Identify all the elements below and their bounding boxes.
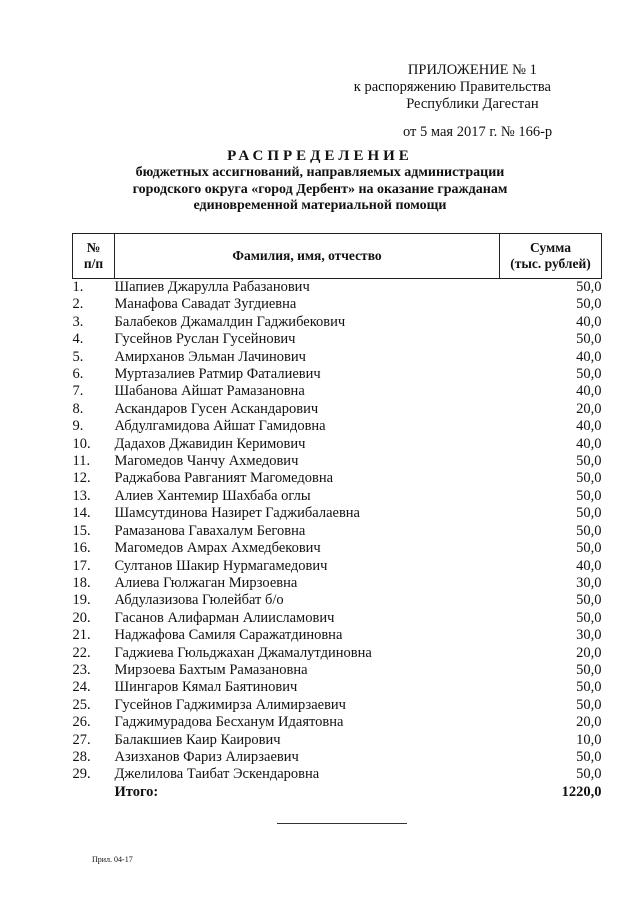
order-reference: от 5 мая 2017 г. № 166-р	[403, 124, 553, 140]
table-row	[73, 401, 602, 418]
table-row	[73, 523, 602, 540]
row-number: 10.	[72, 435, 91, 452]
subtitle-line3: единовременной материальной помощи	[193, 198, 447, 213]
row-name: Раджабова Равганият Магомедовна	[114, 470, 334, 487]
document-subtitle	[0, 165, 640, 215]
row-sum: 50,0	[576, 279, 602, 295]
row-sum: 50,0	[576, 470, 602, 487]
row-name: Шапиев Джарулла Рабазанович	[114, 279, 310, 295]
appendix-line3: Республики Дагестан	[406, 96, 539, 112]
row-sum: 50,0	[576, 766, 602, 783]
row-sum: 50,0	[576, 679, 602, 696]
header-name: Фамилия, имя, отчество	[115, 234, 500, 279]
row-name: Манафова Савадат Зугдиевна	[114, 296, 297, 313]
row-number: 16.	[72, 540, 91, 557]
row-name: Алиев Хантемир Шахбаба оглы	[114, 487, 311, 504]
row-name: Абдулгамидова Айшат Гамидовна	[114, 418, 326, 435]
table-body	[73, 279, 602, 784]
row-sum: 40,0	[576, 418, 602, 435]
total-empty-cell	[73, 784, 115, 801]
row-number: 5.	[72, 348, 84, 365]
row-sum: 50,0	[576, 487, 602, 504]
row-sum: 40,0	[576, 557, 602, 574]
row-name: Балабеков Джамалдин Гаджибекович	[114, 313, 346, 330]
header-number-symbol: №	[86, 240, 101, 255]
row-name: Рамазанова Гавахалум Беговна	[114, 522, 306, 539]
allocation-table	[72, 233, 602, 801]
row-sum: 50,0	[576, 540, 602, 557]
row-sum: 30,0	[576, 574, 602, 591]
table-row	[73, 679, 602, 696]
row-number: 11.	[72, 453, 91, 470]
table-row	[73, 575, 602, 592]
appendix-title: ПРИЛОЖЕНИЕ № 1	[407, 62, 537, 78]
table-row	[73, 662, 602, 679]
appendix-block	[354, 62, 551, 113]
row-number: 13.	[72, 487, 91, 504]
row-name: Шамсутдинова Назирет Гаджибалаевна	[114, 505, 360, 522]
row-number: 4.	[72, 331, 84, 348]
table-row	[73, 279, 602, 297]
table-row	[73, 627, 602, 644]
row-number: 22.	[72, 644, 91, 661]
row-number: 24.	[72, 679, 91, 696]
row-name: Аскандаров Гусен Аскандарович	[114, 400, 319, 417]
row-name: Гусейнов Гаджимирза Алимирзаевич	[114, 696, 346, 713]
signature-line	[277, 823, 407, 824]
table-row	[73, 314, 602, 331]
subtitle-line2: городского округа «город Дербент» на оказание гражданам	[132, 181, 508, 197]
table-row	[73, 645, 602, 662]
row-sum: 20,0	[576, 644, 602, 661]
row-name: Джелилова Таибат Эскендаровна	[114, 766, 320, 783]
table-row	[73, 366, 602, 383]
table-row	[73, 697, 602, 714]
row-number: 12.	[72, 470, 91, 487]
row-sum: 10,0	[576, 731, 602, 748]
table-row	[73, 470, 602, 487]
row-sum: 30,0	[576, 627, 602, 644]
row-name: Абдулазизова Гюлейбат б/о	[114, 592, 284, 609]
header-sum-title: Сумма	[529, 240, 572, 255]
row-number: 21.	[72, 627, 91, 644]
row-name: Султанов Шакир Нурмагамедович	[114, 557, 328, 574]
row-number: 9.	[72, 418, 84, 435]
header-number-abbr: п/п	[83, 256, 104, 271]
row-sum: 50,0	[576, 505, 602, 522]
row-name: Алиева Гюлжаган Мирзоевна	[114, 574, 298, 591]
table-row	[73, 766, 602, 783]
row-number: 29.	[72, 766, 91, 783]
table-header-row	[73, 234, 602, 279]
table-row	[73, 453, 602, 470]
row-sum: 40,0	[576, 435, 602, 452]
table-row	[73, 732, 602, 749]
row-sum: 50,0	[576, 331, 602, 348]
row-name: Балакшиев Каир Каирович	[114, 731, 281, 748]
appendix-line2: к распоряжению Правительства	[353, 79, 551, 95]
row-name: Наджафова Самиля Саражатдиновна	[114, 627, 343, 644]
row-number: 17.	[72, 557, 91, 574]
row-number: 18.	[72, 574, 91, 591]
row-sum: 40,0	[576, 348, 602, 365]
row-sum: 50,0	[576, 661, 602, 678]
row-name: Муртазалиев Ратмир Фаталиевич	[114, 366, 321, 383]
total-row	[73, 784, 602, 801]
row-number: 28.	[72, 748, 91, 765]
row-name: Магомедов Амрах Ахмедбекович	[114, 540, 321, 557]
table-row	[73, 331, 602, 348]
table-row	[73, 349, 602, 366]
header-number	[73, 234, 115, 279]
total-sum: 1220,0	[561, 783, 602, 800]
row-sum: 50,0	[576, 696, 602, 713]
row-name: Мирзоева Бахтым Рамазановна	[114, 661, 308, 678]
table-row	[73, 714, 602, 731]
row-number: 15.	[72, 522, 91, 539]
row-number: 14.	[72, 505, 91, 522]
table-row	[73, 418, 602, 435]
header-sum-unit: (тыс. рублей)	[510, 256, 591, 271]
table-row	[73, 749, 602, 766]
table-row	[73, 592, 602, 609]
table-row	[73, 488, 602, 505]
table-row	[73, 383, 602, 400]
row-number: 20.	[72, 609, 91, 626]
row-name: Гаджимурадова Бесханум Идаятовна	[114, 714, 344, 731]
row-name: Магомедов Чанчу Ахмедович	[114, 453, 299, 470]
row-sum: 20,0	[576, 714, 602, 731]
row-name: Шингаров Кямал Баятинович	[114, 679, 298, 696]
row-name: Гасанов Алифарман Алиисламович	[114, 609, 335, 626]
row-number: 27.	[72, 731, 91, 748]
row-sum: 40,0	[576, 383, 602, 400]
header-sum	[500, 234, 602, 279]
row-name: Шабанова Айшат Рамазановна	[114, 383, 305, 400]
row-number: 25.	[72, 696, 91, 713]
row-sum: 50,0	[576, 592, 602, 609]
row-name: Дадахов Джавидин Керимович	[114, 435, 306, 452]
table-row	[73, 296, 602, 313]
table-row	[73, 505, 602, 522]
row-name: Гусейнов Руслан Гусейнович	[114, 331, 296, 348]
table-row	[73, 540, 602, 557]
row-sum: 50,0	[576, 522, 602, 539]
table-row	[73, 558, 602, 575]
row-name: Азизханов Фариз Алирзаевич	[114, 748, 299, 765]
row-number: 19.	[72, 592, 91, 609]
footer-code: Прил. 04-17	[92, 855, 133, 864]
row-sum: 40,0	[576, 313, 602, 330]
row-number: 2.	[72, 296, 84, 313]
row-sum: 20,0	[576, 400, 602, 417]
row-name: Гаджиева Гюльджахан Джамалутдиновна	[114, 644, 372, 661]
row-sum: 50,0	[576, 609, 602, 626]
row-number: 7.	[72, 383, 84, 400]
row-sum: 50,0	[576, 453, 602, 470]
row-number: 8.	[72, 400, 84, 417]
subtitle-line1: бюджетных ассигнований, направляемых администрации	[135, 165, 505, 180]
row-sum: 50,0	[576, 748, 602, 765]
table-row	[73, 610, 602, 627]
document-title: РАСПРЕДЕЛЕНИЕ	[227, 148, 413, 164]
row-sum: 50,0	[576, 296, 602, 313]
row-number: 3.	[72, 313, 84, 330]
row-sum: 50,0	[576, 366, 602, 383]
total-label: Итого:	[114, 783, 159, 800]
row-name: Амирханов Эльман Лачинович	[114, 348, 306, 365]
row-number: 1.	[72, 279, 84, 295]
row-number: 6.	[72, 366, 84, 383]
row-number: 26.	[72, 714, 91, 731]
table-row	[73, 436, 602, 453]
row-number: 23.	[72, 661, 91, 678]
